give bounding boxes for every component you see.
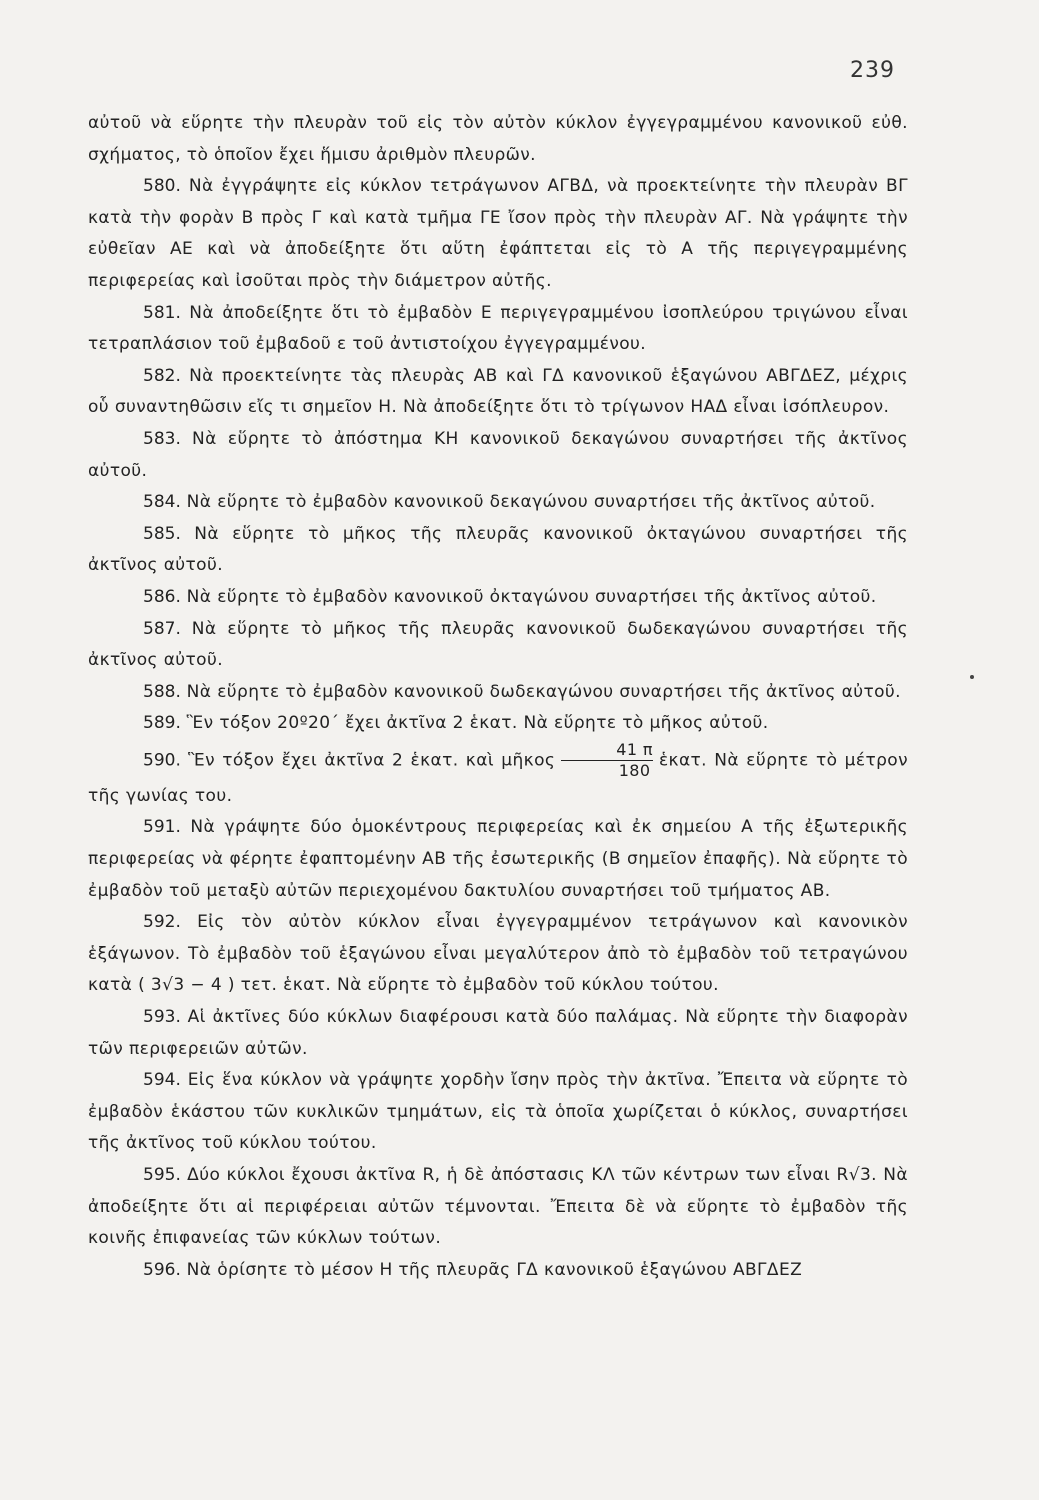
- exercise-593: [88, 1002, 908, 1065]
- exercise-body: Νὰ εὕρητε τὸ μῆκος τῆς πλευρᾶς κανονικοῦ δωδεκαγώνου συναρτήσει τῆς ἀκτῖνος αὐτοῦ.: [88, 618, 908, 671]
- page-number: 239: [850, 58, 895, 83]
- fraction: [561, 740, 653, 781]
- exercise-number: 582.: [143, 365, 181, 386]
- exercise-number: 591.: [143, 817, 181, 838]
- exercise-580: [88, 171, 908, 297]
- exercise-body: Εἰς ἕνα κύκλον νὰ γράψητε χορδὴν ἴσην πρὸς τὴν ἀκτῖνα. Ἔπειτα νὰ εὕρητε τὸ ἐμβαδὸν ἑκάστου τῶν κυκλικῶν τμημάτων, εἰς τὰ ὁποῖα χωρίζεται ὁ κύκλος, συναρτήσει τῆς ἀκτῖνος τοῦ κύκλου τούτου.: [88, 1070, 908, 1154]
- exercise-595: [88, 1160, 908, 1255]
- exercise-body: Εἰς τὸν αὐτὸν κύκλον εἶναι ἐγγεγραμμένον τετράγωνον καὶ κανονικὸν ἑξάγωνον. Τὸ ἐμβαδὸν τοῦ ἑξαγώνου εἶναι μεγαλύτερον ἀπὸ τὸ ἐμβαδὸν τοῦ τετραγώνου κατὰ ( 3√3 − 4 ) τετ. ἑκατ. Νὰ εὕρητε τὸ ἐμβαδὸν τοῦ κύκλου τούτου.: [88, 912, 908, 996]
- ink-speck: [970, 675, 974, 679]
- exercise-body: Νὰ εὕρητε τὸ ἀπόστημα ΚΗ κανονικοῦ δεκαγώνου συναρτήσει τῆς ἀκτῖνος αὐτοῦ.: [88, 428, 908, 481]
- exercise-number: 585.: [143, 523, 181, 544]
- exercise-body: Νὰ προεκτείνητε τὰς πλευρὰς ΑΒ καὶ ΓΔ κανονικοῦ ἑξαγώνου ΑΒΓΔΕΖ, μέχρις οὗ συναντηθῶσιν εἴς τι σημεῖον Η. Νὰ ἀποδείξητε ὅτι τὸ τρίγωνον ΗΑΔ εἶναι ἰσόπλευρον.: [88, 365, 908, 418]
- exercise-583: [88, 424, 908, 487]
- exercise-number: 592.: [143, 912, 181, 933]
- exercise-number: 595.: [143, 1165, 181, 1185]
- exercise-590: [88, 740, 908, 813]
- exercise-number: 586.: [143, 586, 181, 607]
- exercise-body: Δύο κύκλοι ἔχουσι ἀκτῖνα R, ἡ δὲ ἀπόστασις ΚΛ τῶν κέντρων των εἶναι R√3. Νὰ ἀποδείξητε ὅτι αἱ περιφέρειαι αὐτῶν τέμνονται. Ἔπειτα δὲ νὰ εὕρητε τὸ ἐμβαδὸν τῆς κοινῆς ἐπιφανείας τῶν κύκλων τούτων.: [88, 1165, 908, 1249]
- exercise-body: Ἓν τόξον 20º20΄ ἔχει ἀκτῖνα 2 ἑκατ. Νὰ εὕρητε τὸ μῆκος αὐτοῦ.: [186, 713, 769, 734]
- exercise-number: 589.: [143, 713, 181, 734]
- exercise-581: [88, 298, 908, 361]
- exercise-number: 587.: [143, 618, 181, 639]
- exercise-number: 584.: [143, 492, 181, 513]
- exercise-number: 596.: [143, 1259, 181, 1280]
- exercise-body: Νὰ γράψητε δύο ὁμοκέντρους περιφερείας καὶ ἐκ σημείου Α τῆς ἐξωτερικῆς περιφερείας νὰ φέρητε ἐφαπτομένην ΑΒ τῆς ἐσωτερικῆς (Β σημεῖον ἐπαφῆς). Νὰ εὕρητε τὸ ἐμβαδὸν τοῦ μεταξὺ αὐτῶν περιεχομένου δακτυλίου συναρτήσει τοῦ τμήματος ΑΒ.: [88, 817, 908, 901]
- exercise-body: Αἱ ἀκτῖνες δύο κύκλων διαφέρουσι κατὰ δύο παλάμας. Νὰ εὕρητε τὴν διαφορὰν τῶν περιφερειῶν αὐτῶν.: [88, 1007, 908, 1059]
- exercise-number: 588.: [143, 681, 181, 702]
- exercise-body: Νὰ εὕρητε τὸ ἐμβαδὸν κανονικοῦ δωδεκαγώνου συναρτήσει τῆς ἀκτῖνος αὐτοῦ.: [186, 681, 901, 702]
- exercise-body: Νὰ ὁρίσητε τὸ μέσον Η τῆς πλευρᾶς ΓΔ κανονικοῦ ἑξαγώνου ΑΒΓΔΕΖ: [186, 1259, 803, 1280]
- exercise-584: [88, 487, 908, 519]
- exercise-number: 590.: [143, 750, 181, 771]
- exercise-number: 583.: [143, 428, 181, 449]
- exercise-592: [88, 907, 908, 1002]
- exercise-number: 594.: [143, 1070, 181, 1091]
- exercise-594: [88, 1065, 908, 1160]
- exercise-body: Νὰ ἀποδείξητε ὅτι τὸ ἐμβαδὸν Ε περιγεγραμμένου ἰσοπλεύρου τριγώνου εἶναι τετραπλάσιον τοῦ ἐμβαδοῦ ε τοῦ ἀντιστοίχου ἐγγεγραμμένου.: [88, 302, 908, 355]
- fraction-numerator: 41 π: [616, 739, 653, 759]
- exercise-text: [88, 108, 908, 1286]
- exercise-body: Νὰ ἐγγράψητε εἰς κύκλον τετράγωνον ΑΓΒΔ, νὰ προεκτείνητε τὴν πλευρὰν ΒΓ κατὰ τὴν φορὰν Β πρὸς Γ καὶ κατὰ τμῆμα ΓΕ ἴσον πρὸς τὴν πλευρὰν ΑΓ. Νὰ γράψητε τὴν εὐθεῖαν ΑΕ καὶ νὰ ἀποδείξητε ὅτι αὕτη ἐφάπτεται εἰς τὸ Α τῆς περιγεγραμμένης περιφερείας καὶ ἰσοῦται πρὸς τὴν διάμετρον αὐτῆς.: [88, 176, 908, 291]
- exercise-body: Νὰ εὕρητε τὸ μῆκος τῆς πλευρᾶς κανονικοῦ ὀκταγώνου συναρτήσει τῆς ἀκτῖνος αὐτοῦ.: [88, 523, 908, 576]
- exercise-582: [88, 361, 908, 424]
- exercise-587: [88, 614, 908, 677]
- exercise-body: Νὰ εὕρητε τὸ ἐμβαδὸν κανονικοῦ ὀκταγώνου συναρτήσει τῆς ἀκτῖνος αὐτοῦ.: [186, 586, 877, 607]
- exercise-body: Νὰ εὕρητε τὸ ἐμβαδὸν κανονικοῦ δεκαγώνου συναρτήσει τῆς ἀκτῖνος αὐτοῦ.: [186, 492, 876, 513]
- exercise-585: [88, 519, 908, 582]
- exercise-591: [88, 812, 908, 907]
- exercise-589: [88, 708, 908, 740]
- exercise-body-cont: ἑκατ. Νὰ εὕρητε τὸ μέτρον τῆς γωνίας του.: [88, 750, 908, 806]
- exercise-number: 580.: [143, 176, 181, 197]
- fraction-denominator: 180: [561, 760, 653, 781]
- exercise-596: [88, 1255, 908, 1287]
- exercise-586: [88, 582, 908, 614]
- exercise-number: 593.: [143, 1007, 181, 1028]
- exercise-body: Ἓν τόξον ἔχει ἀκτῖνα 2 ἑκατ. καὶ μῆκος: [188, 750, 556, 771]
- exercise-number: 581.: [143, 302, 181, 323]
- exercise-588: [88, 677, 908, 709]
- intro-paragraph: αὐτοῦ νὰ εὕρητε τὴν πλευρὰν τοῦ εἰς τὸν αὐτὸν κύκλον ἐγγεγραμμένου κανονικοῦ εὐθ. σχήματος, τὸ ὁποῖον ἔχει ἥμισυ ἀριθμὸν πλευρῶν.: [88, 113, 908, 165]
